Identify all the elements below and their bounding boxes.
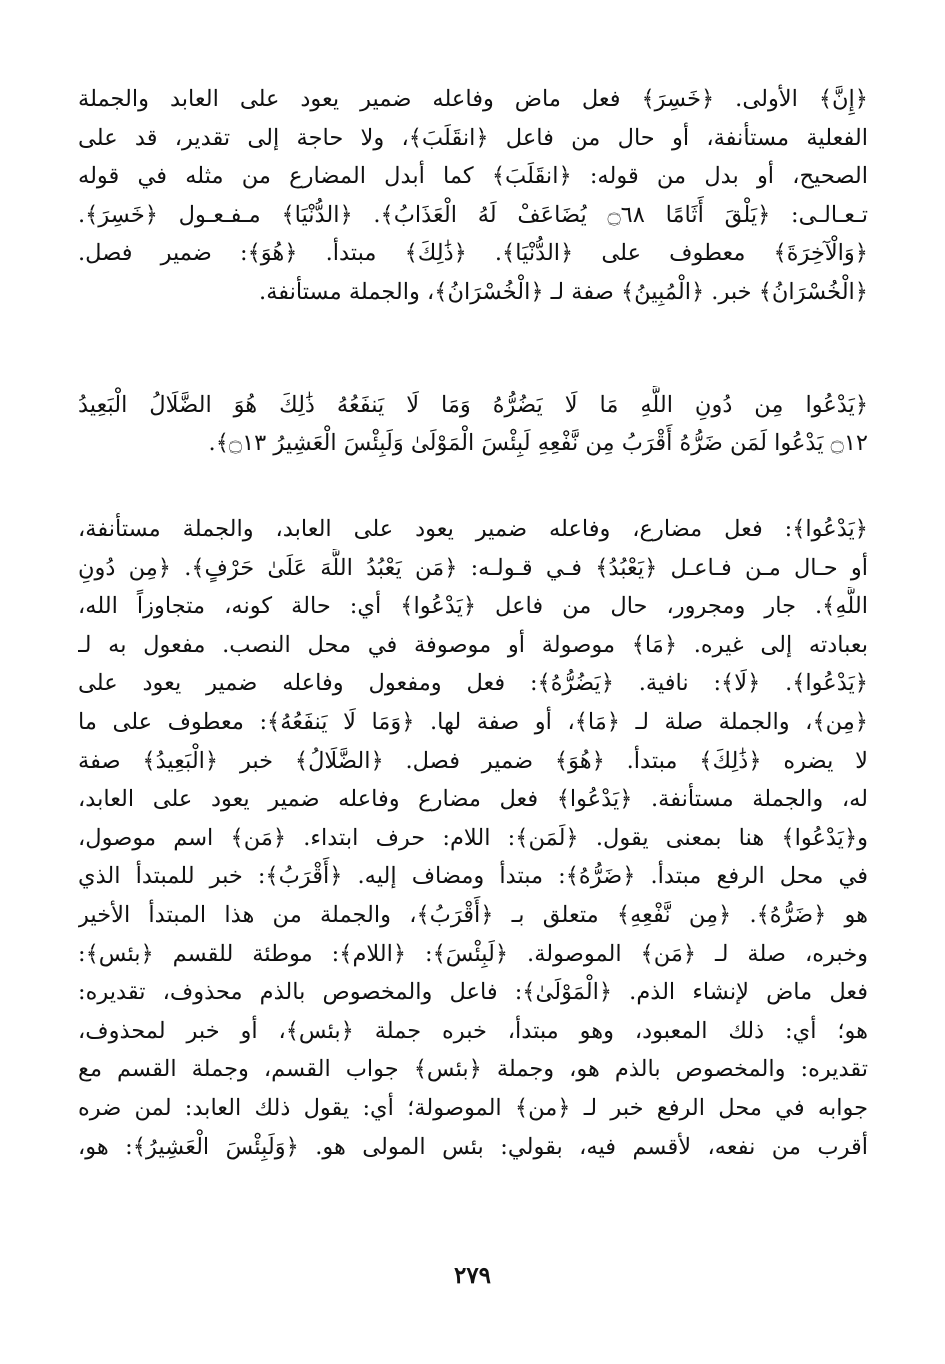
text-line: تقديره: والمخصوص بالذم هو، وجملة ﴿بئس﴾ جواب القسم، وجملة القسم مع — [78, 1056, 868, 1083]
page-number: ٢٧٩ — [453, 1262, 492, 1289]
text-line: ﴿إِنَّ﴾ الأولى. ﴿خَسِرَ﴾ فعل ماض وفاعله ضمير يعود على العابد والجملة — [78, 86, 868, 112]
text-line: هو؛ أي: ذلك المعبود، وهو مبتدأ، خبره جملة ﴿بئس﴾، أو خبر لمحذوف، — [78, 1017, 868, 1044]
text-line: ﴿يَدْعُوا﴾. ﴿لَا﴾: نافية. ﴿يَضُرُّهُ﴾: فعل ومفعول وفاعله ضمير يعود على — [78, 670, 868, 697]
text-line: و﴿يَدْعُوا﴾ هنا بمعنى يقول. ﴿لَمَن﴾: اللام: حرف ابتداء. ﴿مَن﴾ اسم موصول، — [78, 824, 868, 851]
text-line: أو حـال مـن فـاعـل ﴿يَعْبُدُ﴾ فـي قـولـه: ﴿مَن يَعْبُدُ اللَّهَ عَلَىٰ حَرْفٍ﴾. ﴿مِن دُونِ — [78, 554, 868, 581]
text-line: أقرب من نفعه، لأقسم فيه، بقولي: بئس المولى هو. ﴿وَلَبِئْسَ الْعَشِيرُ﴾: هو، — [78, 1133, 868, 1160]
text-line: الفعلية مستأنفة، أو حال من فاعل ﴿انقَلَبَ﴾، ولا حاجة إلى تقدير، قد على — [78, 124, 868, 151]
paragraph-2 — [78, 510, 868, 1166]
text-line: ﴿وَالْآخِرَةَ﴾ معطوف على ﴿الدُّنْيَا﴾. ﴿ذَٰلِكَ﴾ مبتدأ. ﴿هُوَ﴾: ضمير فصل. — [78, 240, 868, 267]
text-line: تـعـالـى: ﴿يَلْقَ أَثَامًا ۝٦٨ يُضَاعَفْ لَهُ الْعَذَابُ﴾. ﴿الدُّنْيَا﴾ مـفـعـول ﴿خَسِرَ﴾. — [78, 201, 868, 228]
quran-verse-block — [78, 386, 868, 462]
text-line: ﴿الْخُسْرَانُ﴾ خبر. ﴿الْمُبِينُ﴾ صفة لـ ﴿الْخُسْرَانُ﴾، والجملة مستأنفة. — [259, 278, 868, 305]
text-line: جوابه في محل الرفع خبر لـ ﴿من﴾ الموصولة؛ أي: يقول ذلك العابد: لمن ضره — [78, 1094, 868, 1121]
text-line: وخبره، صلة لـ ﴿مَن﴾ الموصولة. ﴿لَبِئْسَ﴾: ﴿اللام﴾: موطئة للقسم ﴿بئس﴾: — [78, 940, 868, 967]
verse-line: ۝١٢ يَدْعُوا لَمَن ضَرُّهُ أَقْرَبُ مِن نَّفْعِهِ لَبِئْسَ الْمَوْلَىٰ وَلَبِئْسَ الْعَشِيرُ ۝١٣﴾. — [208, 430, 868, 456]
book-page — [78, 80, 868, 1310]
text-line: له، والجملة مستأنفة. ﴿يَدْعُوا﴾ فعل مضارع وفاعله ضمير يعود على العابد، — [78, 786, 868, 813]
text-line: اللَّهِ﴾. جار ومجرور، حال من فاعل ﴿يَدْعُوا﴾ أي: حالة كونه، متجاوزاً الله، — [78, 593, 868, 620]
text-line: ﴿يَدْعُوا﴾: فعل مضارع، وفاعله ضمير يعود على العابد، والجملة مستأنفة، — [78, 516, 868, 542]
text-line: الصحيح، أو بدل من قوله: ﴿انقَلَبَ﴾ كما أبدل المضارع من مثله في قوله — [78, 163, 868, 190]
text-line: بعبادته إلى غيره. ﴿مَا﴾ موصولة أو موصوفة في محل النصب. مفعول به لـ — [78, 631, 868, 658]
paragraph-1 — [78, 80, 868, 312]
text-line: هو ﴿ضَرُّهُ﴾. ﴿مِن نَّفْعِهِ﴾ متعلق بـ ﴿أَقْرَبُ﴾، والجملة من هذا المبتدأ الأخير — [78, 901, 868, 928]
text-line: فعل ماض لإنشاء الذم. ﴿الْمَوْلَىٰ﴾: فاعل والمخصوص بالذم محذوف، تقديره: — [78, 979, 868, 1006]
text-line: لا يضره ﴿ذَٰلِكَ﴾ مبتدأ. ﴿هُوَ﴾ ضمير فصل. ﴿الضَّلَالُ﴾ خبر ﴿الْبَعِيدُ﴾ صفة — [78, 747, 868, 774]
text-line: في محل الرفع مبتدأ. ﴿ضَرُّهُ﴾: مبتدأ ومضاف إليه. ﴿أَقْرَبُ﴾: خبر للمبتدأ الذي — [78, 863, 868, 890]
text-line: ﴿مِن﴾، والجملة صلة لـ ﴿مَا﴾، أو صفة لها. ﴿وَمَا لَا يَنفَعُهُ﴾: معطوف على ما — [78, 708, 868, 735]
verse-line: ﴿يَدْعُوا مِن دُونِ اللَّهِ مَا لَا يَضُرُّهُ وَمَا لَا يَنفَعُهُ ذَٰلِكَ هُوَ الضَّلَالُ الْبَعِيدُ — [78, 392, 868, 418]
